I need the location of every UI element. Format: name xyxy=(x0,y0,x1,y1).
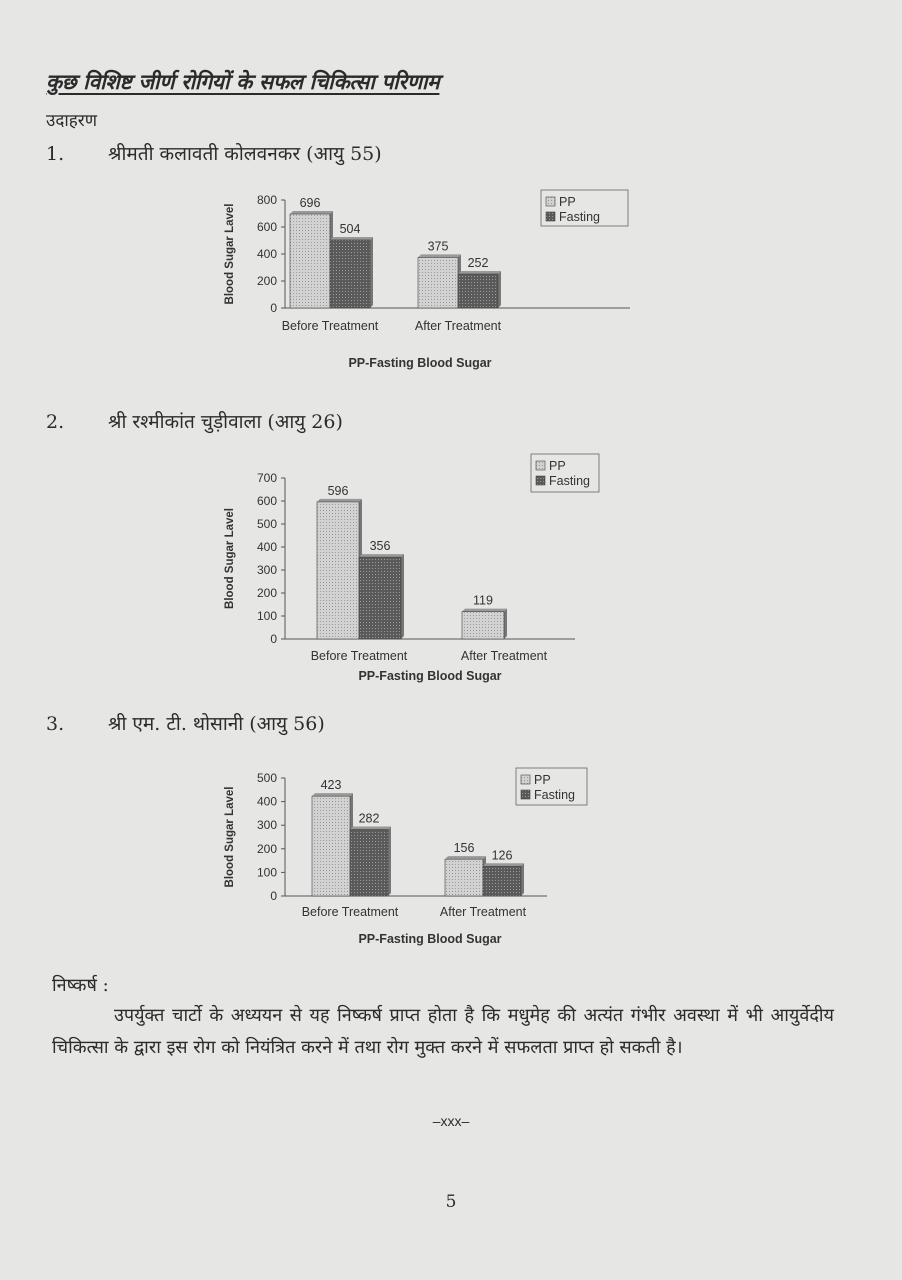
y-tick-label: 500 xyxy=(256,517,277,531)
y-tick-label: 0 xyxy=(270,889,277,903)
end-mark: –xxx– xyxy=(432,1113,470,1129)
y-tick-label: 200 xyxy=(256,586,277,600)
conclusion-paragraph: उपर्युक्त चार्टो के अध्ययन से यह निष्कर्ष प्राप्त होता है कि मधुमेह की अत्यंत गंभीर अवस्था में भी आयुर्वेदीय चिकित्सा के द्वारा इस रोग को नियंत्रित करने में तथा रोग मुक्त करने में सफलता प्राप्त हो सकती है। xyxy=(52,1005,834,1058)
bar-top xyxy=(445,856,486,859)
case-1-number: 1. xyxy=(46,143,65,165)
y-tick-label: 800 xyxy=(256,193,277,207)
y-tick-label: 300 xyxy=(256,818,277,833)
x-category-label: Before Treatment xyxy=(301,905,399,919)
case-1-title xyxy=(46,140,382,166)
legend-label-fasting: Fasting xyxy=(559,210,600,224)
bar-side xyxy=(521,863,524,896)
bar-top xyxy=(458,271,501,274)
bar-top xyxy=(330,237,373,240)
legend-label-fasting: Fasting xyxy=(549,474,590,488)
case-2-title xyxy=(46,408,343,434)
y-tick-label: 600 xyxy=(256,220,277,234)
case-3-title xyxy=(46,710,325,736)
y-tick-label: 400 xyxy=(256,794,277,809)
bar-top xyxy=(359,554,404,557)
page-number: 5 xyxy=(445,1192,457,1212)
chart-case-1 xyxy=(215,185,635,380)
bar-top xyxy=(462,609,507,612)
y-tick-label: 200 xyxy=(256,274,277,288)
bar-top xyxy=(483,863,524,866)
y-tick-label: 300 xyxy=(256,563,277,577)
legend-swatch-pp xyxy=(521,775,530,784)
bar-pp-before xyxy=(290,214,330,308)
legend-swatch-fasting xyxy=(536,476,545,485)
examples-subheading: उदाहरण xyxy=(46,111,98,131)
y-tick-label: 500 xyxy=(256,771,277,785)
legend-swatch-pp xyxy=(536,461,545,470)
chart-title: PP-Fasting Blood Sugar xyxy=(348,356,492,370)
data-label: 119 xyxy=(473,593,493,608)
data-label: 375 xyxy=(427,239,449,254)
bar-fasting-before xyxy=(350,829,388,896)
y-tick-label: 100 xyxy=(256,609,277,623)
data-label: 356 xyxy=(369,539,391,554)
bar-fasting-before xyxy=(359,557,401,639)
chart-title: PP-Fasting Blood Sugar xyxy=(358,932,502,946)
bar-top xyxy=(350,826,391,829)
case-3-number: 3. xyxy=(46,713,65,735)
data-label: 596 xyxy=(327,483,349,498)
bar-pp-before xyxy=(312,796,350,896)
bar-side xyxy=(370,237,373,308)
bar-top xyxy=(418,254,461,257)
legend-swatch-fasting xyxy=(546,212,555,221)
data-label: 504 xyxy=(339,221,361,236)
case-3-name: श्री एम. टी. थोसानी (आयु 56) xyxy=(108,713,325,735)
y-tick-label: 0 xyxy=(270,632,277,646)
chart-svg xyxy=(215,185,635,380)
x-category-label: Before Treatment xyxy=(310,649,408,663)
y-tick-label: 0 xyxy=(270,301,277,315)
chart-title: PP-Fasting Blood Sugar xyxy=(358,669,502,683)
data-label: 126 xyxy=(491,848,513,863)
data-label: 282 xyxy=(358,811,380,826)
legend-label-pp: PP xyxy=(534,773,551,787)
case-1-name: श्रीमती कलावती कोलवनकर (आयु 55) xyxy=(108,143,382,165)
bar-side xyxy=(388,826,391,896)
data-label: 423 xyxy=(320,778,342,793)
bar-top xyxy=(312,793,353,796)
legend-label-fasting: Fasting xyxy=(534,788,575,802)
bar-pp-after xyxy=(462,612,504,639)
x-category-label: After Treatment xyxy=(414,319,502,333)
y-tick-label: 400 xyxy=(256,540,277,554)
y-axis-label: Blood Sugar Lavel xyxy=(224,203,236,305)
y-axis-label: Blood Sugar Lavel xyxy=(224,786,236,888)
legend-swatch-pp xyxy=(546,197,555,206)
bar-top xyxy=(317,499,362,502)
bar-side xyxy=(504,609,507,639)
case-2-name: श्री रश्मीकांत चुड़ीवाला (आयु 26) xyxy=(108,411,343,433)
chart-svg xyxy=(215,762,595,957)
chart-case-3 xyxy=(215,762,595,957)
chart-svg xyxy=(215,450,605,695)
bar-top xyxy=(290,211,333,214)
bar-fasting-after xyxy=(458,274,498,308)
bar-side xyxy=(498,271,501,308)
bar-fasting-before xyxy=(330,240,370,308)
page-heading: कुछ विशिष्ट जीर्ण रोगियों के सफल चिकित्सा परिणाम xyxy=(46,70,440,94)
y-tick-label: 100 xyxy=(256,865,277,880)
bar-pp-after xyxy=(418,257,458,308)
conclusion-label: निष्कर्ष : xyxy=(52,975,109,996)
chart-case-2 xyxy=(215,450,605,695)
bar-pp-before xyxy=(317,502,359,639)
y-tick-label: 400 xyxy=(256,247,277,261)
x-category-label: After Treatment xyxy=(460,649,548,663)
y-tick-label: 600 xyxy=(256,494,277,508)
bar-pp-after xyxy=(445,859,483,896)
y-axis-label: Blood Sugar Lavel xyxy=(224,508,236,609)
data-label: 252 xyxy=(467,255,489,270)
x-category-label: Before Treatment xyxy=(281,319,379,333)
legend-label-pp: PP xyxy=(549,459,566,473)
data-label: 156 xyxy=(453,841,475,856)
y-tick-label: 700 xyxy=(256,471,277,485)
case-2-number: 2. xyxy=(46,411,65,433)
x-category-label: After Treatment xyxy=(439,905,527,919)
legend-label-pp: PP xyxy=(559,195,576,209)
legend-swatch-fasting xyxy=(521,790,530,799)
bar-side xyxy=(401,554,404,639)
data-label: 696 xyxy=(299,196,321,211)
y-tick-label: 200 xyxy=(256,841,277,856)
bar-fasting-after xyxy=(483,866,521,896)
